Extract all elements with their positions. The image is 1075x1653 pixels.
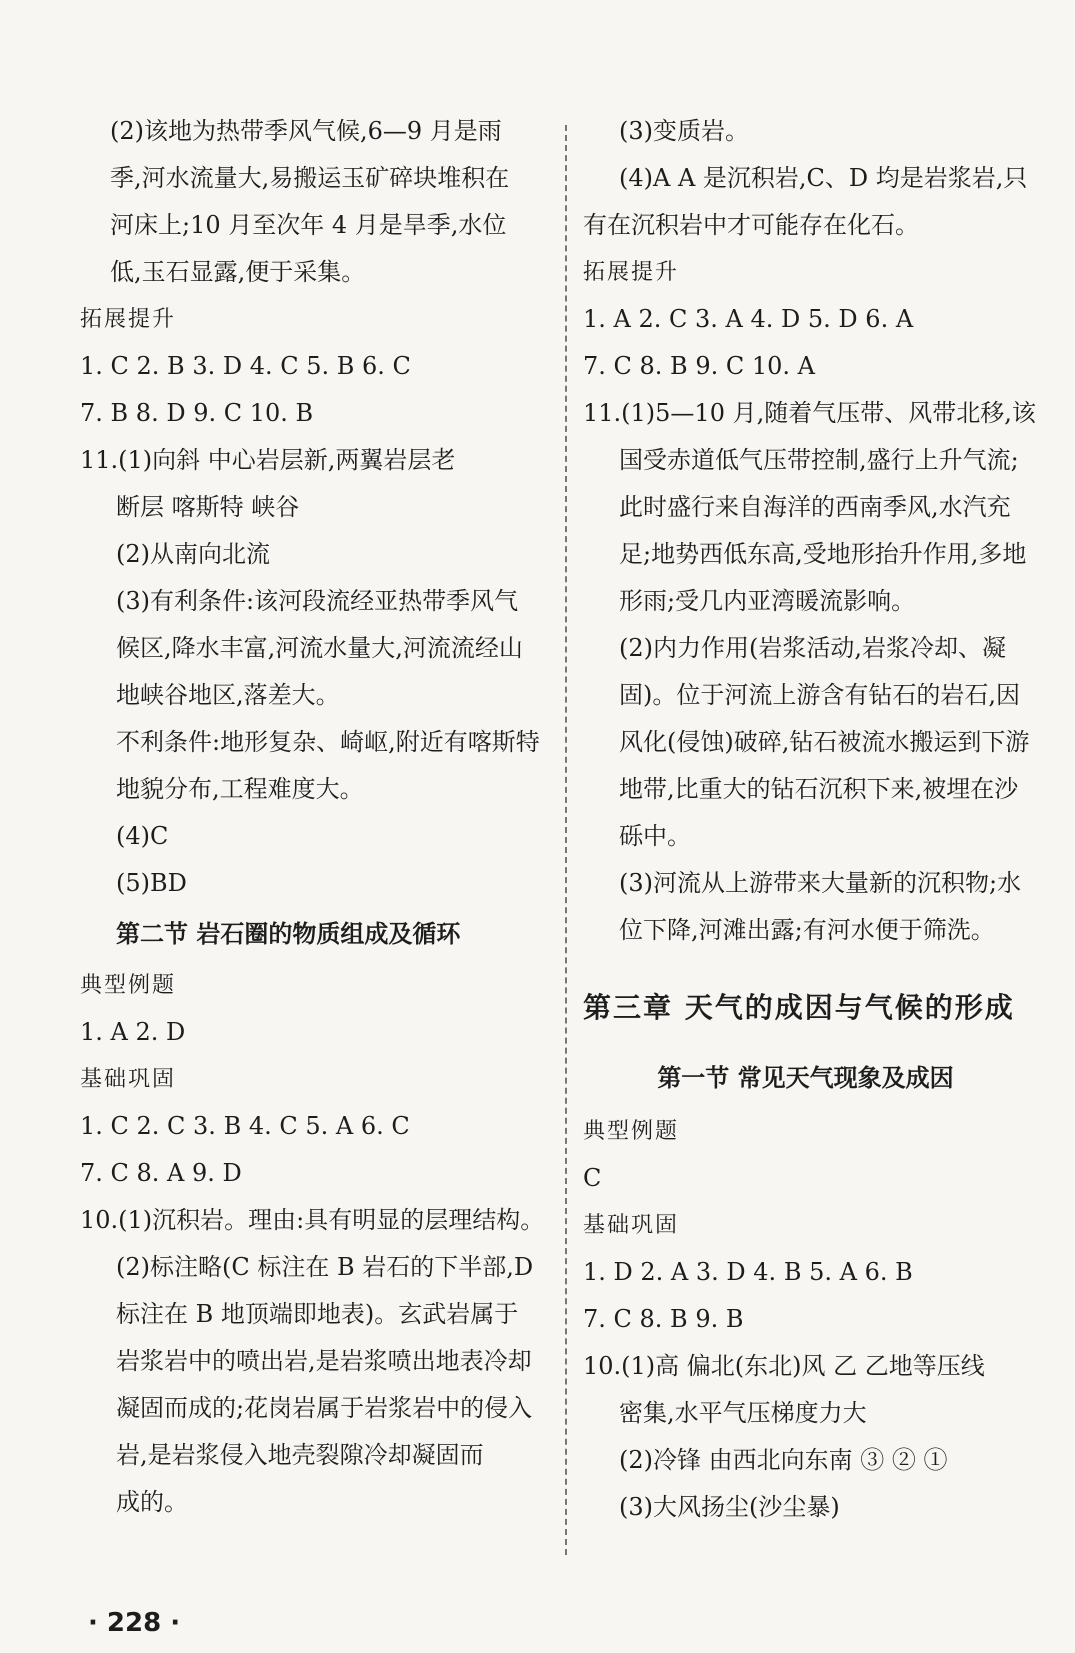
- answer-line: (4)A A 是沉积岩,C、D 均是岩浆岩,只: [619, 164, 1028, 192]
- answer-line: 成的。: [116, 1488, 188, 1516]
- section-label-tuozhan: 拓展提升: [80, 307, 177, 332]
- answer-line: (3)大风扬尘(沙尘暴): [619, 1493, 840, 1521]
- answer-line: 低,玉石显露,便于采集。: [110, 258, 366, 286]
- answer-line: 10.(1)沉积岩。理由:具有明显的层理结构。: [80, 1206, 545, 1234]
- answer-line: 断层 喀斯特 峡谷: [116, 493, 300, 521]
- answer-line: 河床上;10 月至次年 4 月是旱季,水位: [110, 211, 507, 239]
- answer-line: 1. C 2. B 3. D 4. C 5. B 6. C: [80, 352, 411, 380]
- answer-line: (2)该地为热带季风气候,6—9 月是雨: [110, 117, 502, 145]
- answer-line: 11.(1)5—10 月,随着气压带、风带北移,该: [583, 399, 1036, 427]
- answer-line: 1. D 2. A 3. D 4. B 5. A 6. B: [583, 1258, 913, 1286]
- answer-line: 有在沉积岩中才可能存在化石。: [583, 211, 919, 239]
- section-label-jichu: 基础巩固: [80, 1067, 177, 1092]
- answer-line: (4)C: [116, 822, 169, 850]
- section-label-tuozhan: 拓展提升: [583, 260, 680, 285]
- answer-line: 10.(1)高 偏北(东北)风 乙 乙地等压线: [583, 1352, 985, 1380]
- section-label-dianxing: 典型例题: [583, 1119, 680, 1144]
- right-column: [583, 108, 1048, 1531]
- answer-line: 固)。位于河流上游含有钻石的岩石,因: [619, 681, 1020, 709]
- answer-line: 密集,水平气压梯度力大: [619, 1399, 867, 1427]
- section-heading: 第一节 常见天气现象及成因: [657, 1064, 954, 1092]
- answer-line: 11.(1)向斜 中心岩层新,两翼岩层老: [80, 446, 456, 474]
- answer-line: 凝固而成的;花岗岩属于岩浆岩中的侵入: [116, 1394, 533, 1422]
- answer-line: 季,河水流量大,易搬运玉矿碎块堆积在: [110, 164, 510, 192]
- answer-line: 候区,降水丰富,河流水量大,河流流经山: [116, 634, 523, 662]
- chapter-heading: 第三章 天气的成因与气候的形成: [583, 991, 1015, 1024]
- answer-line: 1. C 2. C 3. B 4. C 5. A 6. C: [80, 1112, 410, 1140]
- answer-line: 7. C 8. B 9. C 10. A: [583, 352, 815, 380]
- answer-line: 砾中。: [619, 822, 691, 850]
- answer-line: 1. A 2. D: [80, 1018, 186, 1046]
- answer-line: 1. A 2. C 3. A 4. D 5. D 6. A: [583, 305, 914, 333]
- answer-line: C: [583, 1164, 602, 1192]
- answer-line: 标注在 B 地顶端即地表)。玄武岩属于: [116, 1300, 519, 1328]
- column-divider: [565, 125, 567, 1555]
- section-label-jichu: 基础巩固: [583, 1213, 680, 1238]
- answer-line: 地带,比重大的钻石沉积下来,被埋在沙: [619, 775, 1019, 803]
- answer-line: 岩,是岩浆侵入地壳裂隙冷却凝固而: [116, 1441, 484, 1469]
- answer-line: (3)变质岩。: [619, 117, 749, 145]
- answer-line: 岩浆岩中的喷出岩,是岩浆喷出地表冷却: [116, 1347, 532, 1375]
- answer-line: 此时盛行来自海洋的西南季风,水汽充: [619, 493, 1011, 521]
- answer-line: (2)冷锋 由西北向东南 ③ ② ①: [619, 1446, 948, 1474]
- answer-line: (3)河流从上游带来大量新的沉积物;水: [619, 869, 1022, 897]
- answer-line: 形雨;受几内亚湾暖流影响。: [619, 587, 916, 615]
- answer-line: 位下降,河滩出露;有河水便于筛洗。: [619, 916, 995, 944]
- answer-line: 7. B 8. D 9. C 10. B: [80, 399, 314, 427]
- answer-line: 足;地势西低东高,受地形抬升作用,多地: [619, 540, 1027, 568]
- answer-line: 地貌分布,工程难度大。: [116, 775, 364, 803]
- answer-line: 7. C 8. A 9. D: [80, 1159, 242, 1187]
- answer-line: (5)BD: [116, 869, 187, 897]
- answer-line: (3)有利条件:该河段流经亚热带季风气: [116, 587, 519, 615]
- answer-line: (2)内力作用(岩浆活动,岩浆冷却、凝: [619, 634, 1006, 662]
- left-column: [80, 108, 545, 1526]
- section-label-dianxing: 典型例题: [80, 973, 177, 998]
- answer-line: (2)从南向北流: [116, 540, 270, 568]
- answer-line: (2)标注略(C 标注在 B 岩石的下半部,D: [116, 1253, 534, 1281]
- answer-line: 国受赤道低气压带控制,盛行上升气流;: [619, 446, 1019, 474]
- page-number: · 228 ·: [88, 1608, 181, 1638]
- answer-line: 不利条件:地形复杂、崎岖,附近有喀斯特: [116, 728, 540, 756]
- answer-line: 风化(侵蚀)破碎,钻石被流水搬运到下游: [619, 728, 1030, 756]
- answer-line: 地峡谷地区,落差大。: [116, 681, 340, 709]
- section-heading: 第二节 岩石圈的物质组成及循环: [116, 920, 461, 948]
- answer-line: 7. C 8. B 9. B: [583, 1305, 744, 1333]
